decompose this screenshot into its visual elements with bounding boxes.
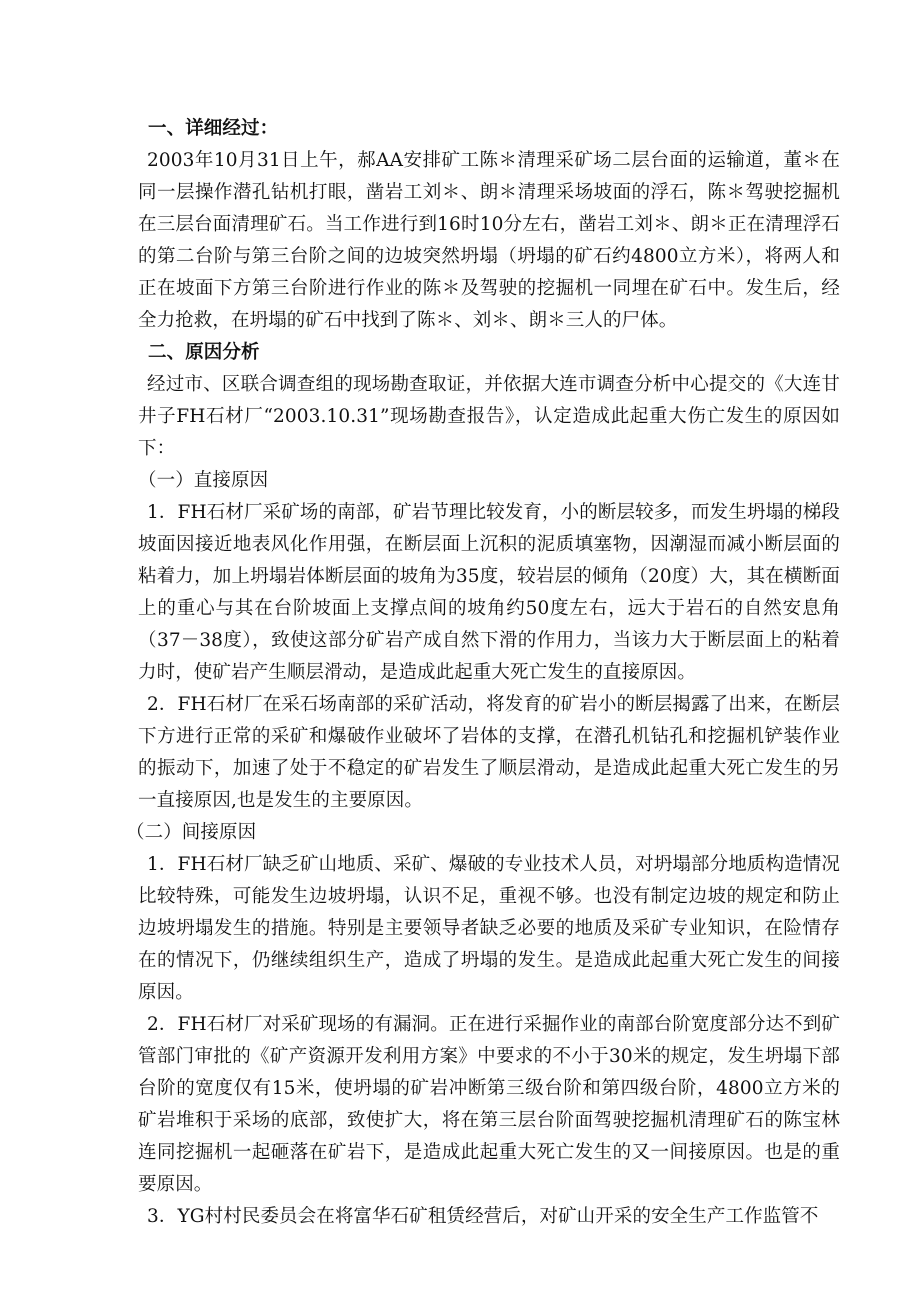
document-body: [126, 113, 840, 1233]
subheading-direct-cause: （一）直接原因: [138, 470, 269, 491]
paragraph-indirect-cause-2: 2．FH石材厂对采矿现场的有漏洞。正在进行采掘作业的南部台阶宽度部分达不到矿管部门审批的《矿产资源开发利用方案》中要求的不小于30米的规定，发生坍塌下部台阶的宽度仅有15米，使坍塌的矿岩冲断第三级台阶和第四级台阶，4800立方米的矿岩堆积于采场的底部，致使扩大，将在第三层台阶面驾驶挖掘机清理矿石的陈宝林连同挖掘机一起砸落在矿岩下，是造成此起重大死亡发生的又一间接原因。也是的重要原因。: [138, 1014, 840, 1195]
paragraph-detail: 2003年10月31日上午，郝AA安排矿工陈＊清理采矿场二层台面的运输道，董＊在同一层操作潜孔钻机打眼，凿岩工刘＊、朗＊清理采场坡面的浮石，陈＊驾驶挖掘机在三层台面清理矿石。当工作进行到16时10分左右，凿岩工刘＊、朗＊正在清理浮石的第二台阶与第三台阶之间的边坡突然坍塌（坍塌的矿石约4800立方米），将两人和正在坡面下方第三台阶进行作业的陈＊及驾驶的挖掘机一同埋在矿石中。发生后，经全力抢救，在坍塌的矿石中找到了陈＊、刘＊、朗＊三人的尸体。: [138, 150, 840, 331]
paragraph-direct-cause-2: 2．FH石材厂在采石场南部的采矿活动，将发育的矿岩小的断层揭露了出来，在断层下方进行正常的采矿和爆破作业破坏了岩体的支撑，在潜孔机钻孔和挖掘机铲装作业的振动下，加速了处于不稳定的矿岩发生了顺层滑动，是造成此起重大死亡发生的另一直接原因,也是发生的主要原因。: [138, 694, 840, 811]
paragraph-direct-cause-1: 1．FH石材厂采矿场的南部，矿岩节理比较发育，小的断层较多，而发生坍塌的梯段坡面因接近地表风化作用强，在断层面上沉积的泥质填塞物，因潮湿而减小断层面的粘着力，加上坍塌岩体断层面的坡角为35度，较岩层的倾角（20度）大，其在横断面上的重心与其在台阶坡面上支撑点间的坡角约50度左右，远大于岩石的自然安息角（37－38度），致使这部分矿岩产成自然下滑的作用力，当该力大于断层面上的粘着力时，使矿岩产生顺层滑动，是造成此起重大死亡发生的直接原因。: [138, 502, 840, 683]
paragraph-cause-intro: 经过市、区联合调查组的现场勘查取证，并依据大连市调查分析中心提交的《大连甘井子FH石材厂“2003.10.31”现场勘查报告》，认定造成此起重大伤亡发生的原因如下：: [138, 374, 840, 459]
section-heading-detail: 一、详细经过：: [148, 118, 279, 139]
paragraph-indirect-cause-3: 3．YG村村民委员会在将富华石矿租赁经营后，对矿山开采的安全生产工作监管不: [147, 1206, 819, 1227]
subheading-indirect-cause: （二）间接原因: [126, 822, 257, 843]
section-heading-cause: 二、原因分析: [148, 342, 260, 363]
paragraph-indirect-cause-1: 1．FH石材厂缺乏矿山地质、采矿、爆破的专业技术人员，对坍塌部分地质构造情况比较特殊，可能发生边坡坍塌，认识不足，重视不够。也没有制定边坡的规定和防止边坡坍塌发生的措施。特别是主要领导者缺乏必要的地质及采矿专业知识，在险情存在的情况下，仍继续组织生产，造成了坍塌的发生。是造成此起重大死亡发生的间接原因。: [138, 854, 840, 1003]
